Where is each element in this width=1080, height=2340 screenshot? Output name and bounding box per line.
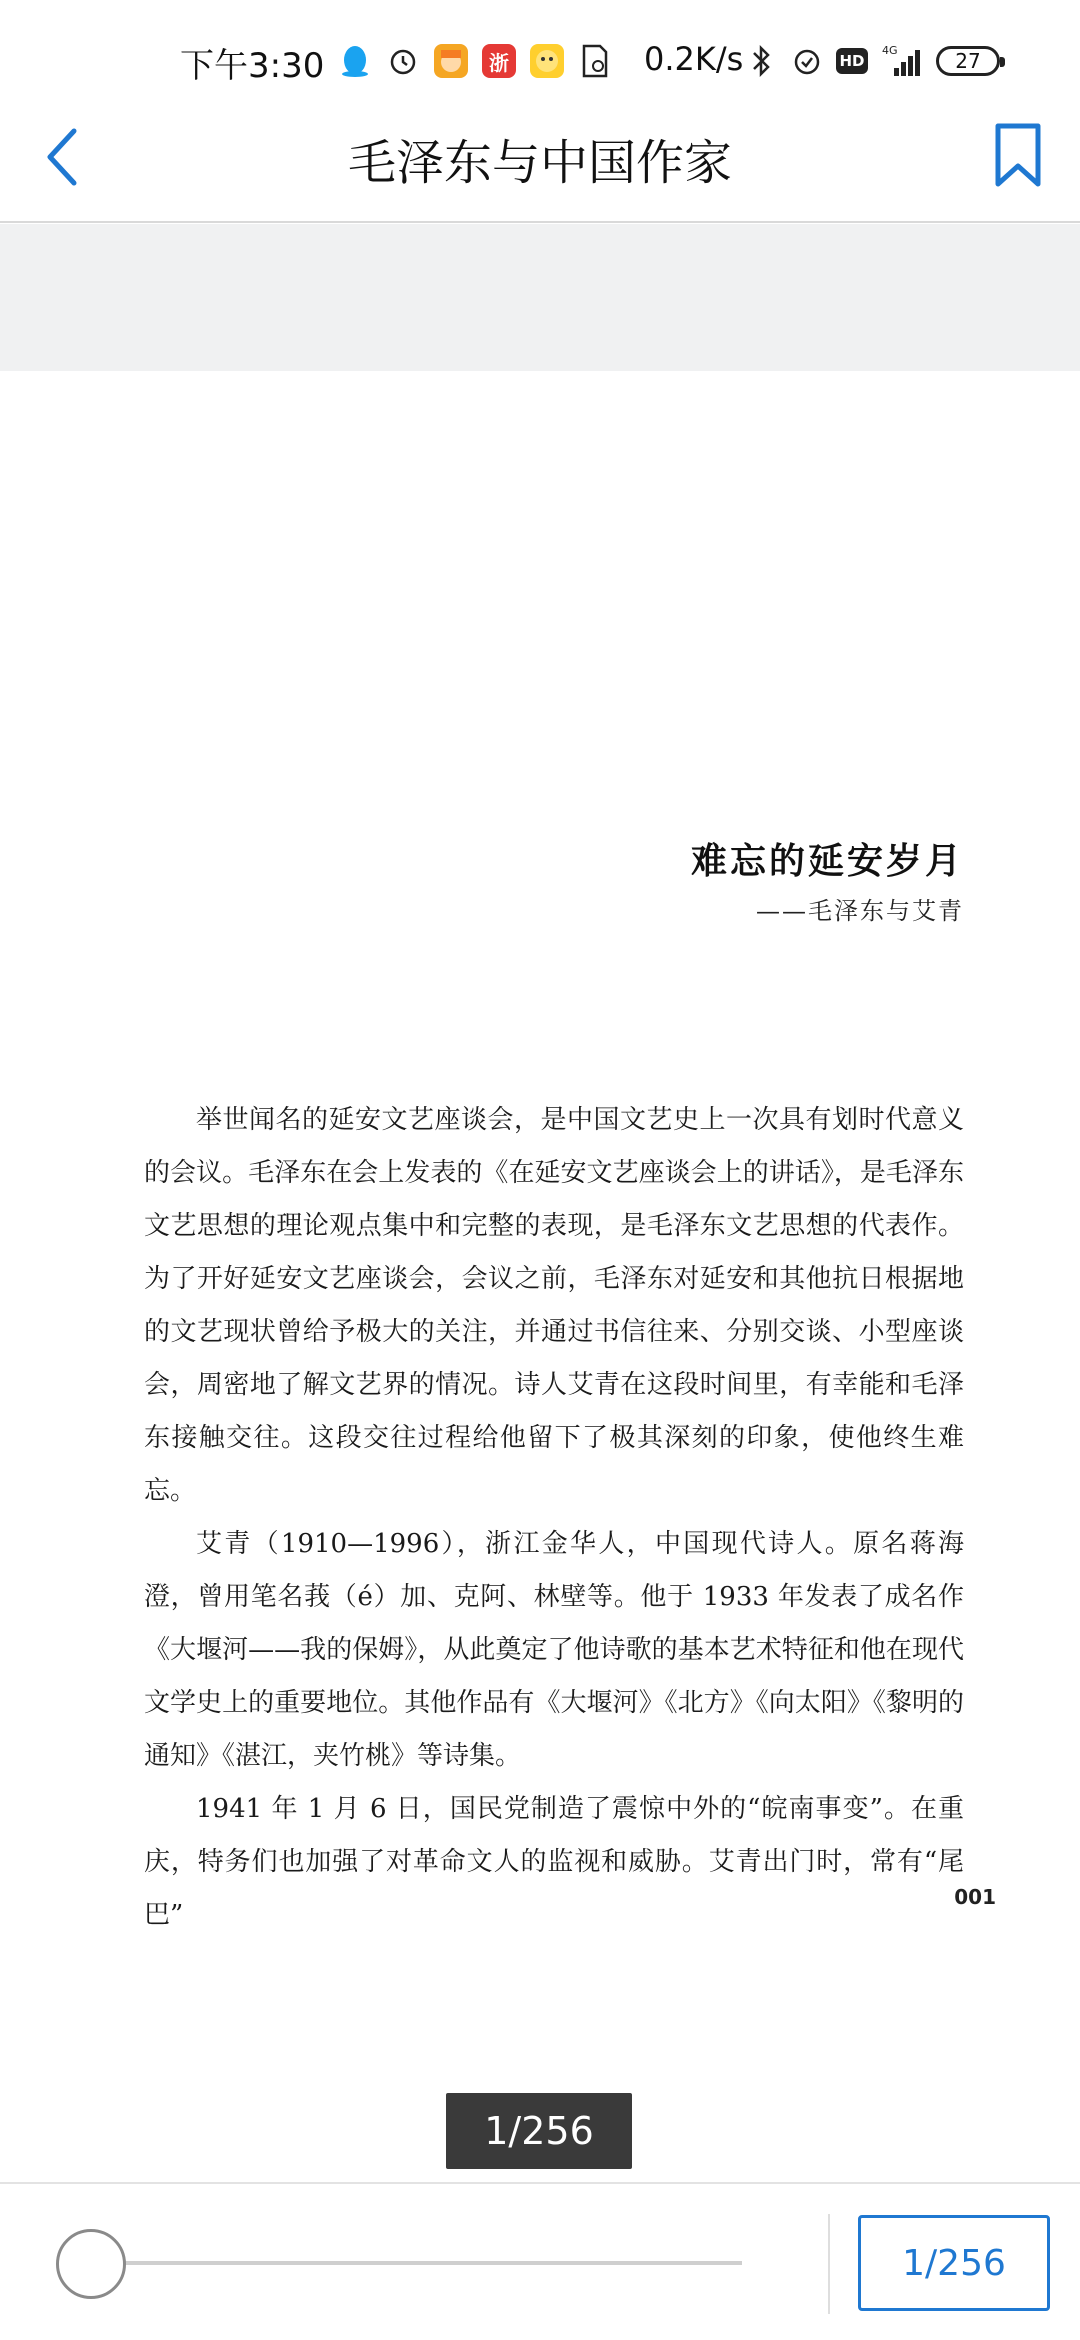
bookmark-button[interactable]: [988, 118, 1048, 192]
paragraph: 艾青（1910—1996），浙江金华人，中国现代诗人。原名蒋海澄，曾用笔名莪（é）加、克阿、林壁等。他于 1933 年发表了成名作《大堰河——我的保姆》，从此奠定了他诗歌的基本艺术特征和他在现代文学史上的重要地位。其他作品有《大堰河》《北方》《向太阳》《黎明的通知》《湛江，夹竹桃》等诗集。: [144, 1529, 964, 1771]
network-speed: 0.2K/s: [644, 40, 744, 78]
system-icons: [744, 40, 1000, 82]
divider: [828, 2214, 830, 2314]
document-sync-icon: [578, 44, 612, 78]
page-title: 毛泽东与中国作家: [347, 135, 732, 191]
page-number: 001: [954, 1885, 996, 1909]
page-indicator-toast: 1/256: [446, 2093, 632, 2169]
page-body-text: [144, 1094, 964, 1942]
chevron-left-icon: [44, 127, 80, 187]
hd-voice-icon: HD: [836, 48, 868, 74]
chapter-subtitle: ——毛泽东与艾青: [756, 897, 964, 925]
page-slider-thumb[interactable]: [56, 2229, 126, 2299]
app-bar: [0, 90, 1080, 223]
bookmark-icon: [994, 122, 1042, 188]
qq-penguin-icon: [338, 44, 372, 78]
paragraph: 举世闻名的延安文艺座谈会，是中国文艺史上一次具有划时代意义的会议。毛泽东在会上发表的《在延安文艺座谈会上的讲话》，是毛泽东文艺思想的理论观点集中和完整的表现，是毛泽东文艺思想的代表作。为了开好延安文艺座谈会，会议之前，毛泽东对延安和其他抗日根据地的文艺现状曾给予极大的关注，并通过书信往来、分别交谈、小型座谈会，周密地了解文艺界的情况。诗人艾青在这段时间里，有幸能和毛泽东接触交往。这段交往过程给他留下了极其深刻的印象，使他终生难忘。: [144, 1105, 964, 1506]
page-jump-button[interactable]: 1/256: [858, 2215, 1050, 2311]
yellow-mascot-app-icon: [530, 44, 564, 78]
alarm-icon: [790, 44, 824, 78]
chapter-title: 难忘的延安岁月: [690, 840, 964, 882]
battery-indicator: 27: [936, 46, 1000, 76]
notification-icons: [338, 40, 612, 82]
book-page: [0, 371, 1080, 2188]
alarm-clock-icon: [386, 44, 420, 78]
network-type-label: 4G: [882, 44, 898, 57]
zhe-app-icon: 浙: [482, 44, 516, 78]
bluetooth-icon: [744, 44, 778, 78]
page-slider-track[interactable]: [92, 2261, 742, 2265]
cartoon-app-icon: [434, 44, 468, 78]
signal-4g-icon: [880, 44, 924, 78]
back-button[interactable]: [32, 122, 92, 192]
reader-viewport[interactable]: [0, 224, 1080, 2182]
paragraph: 1941 年 1 月 6 日，国民党制造了震惊中外的“皖南事变”。在重庆，特务们也加强了对革命文人的监视和威胁。艾青出门时，常有“尾巴”: [144, 1794, 964, 1930]
status-time: 下午3:30: [180, 46, 325, 86]
bottom-navigation-bar: [0, 2182, 1080, 2340]
